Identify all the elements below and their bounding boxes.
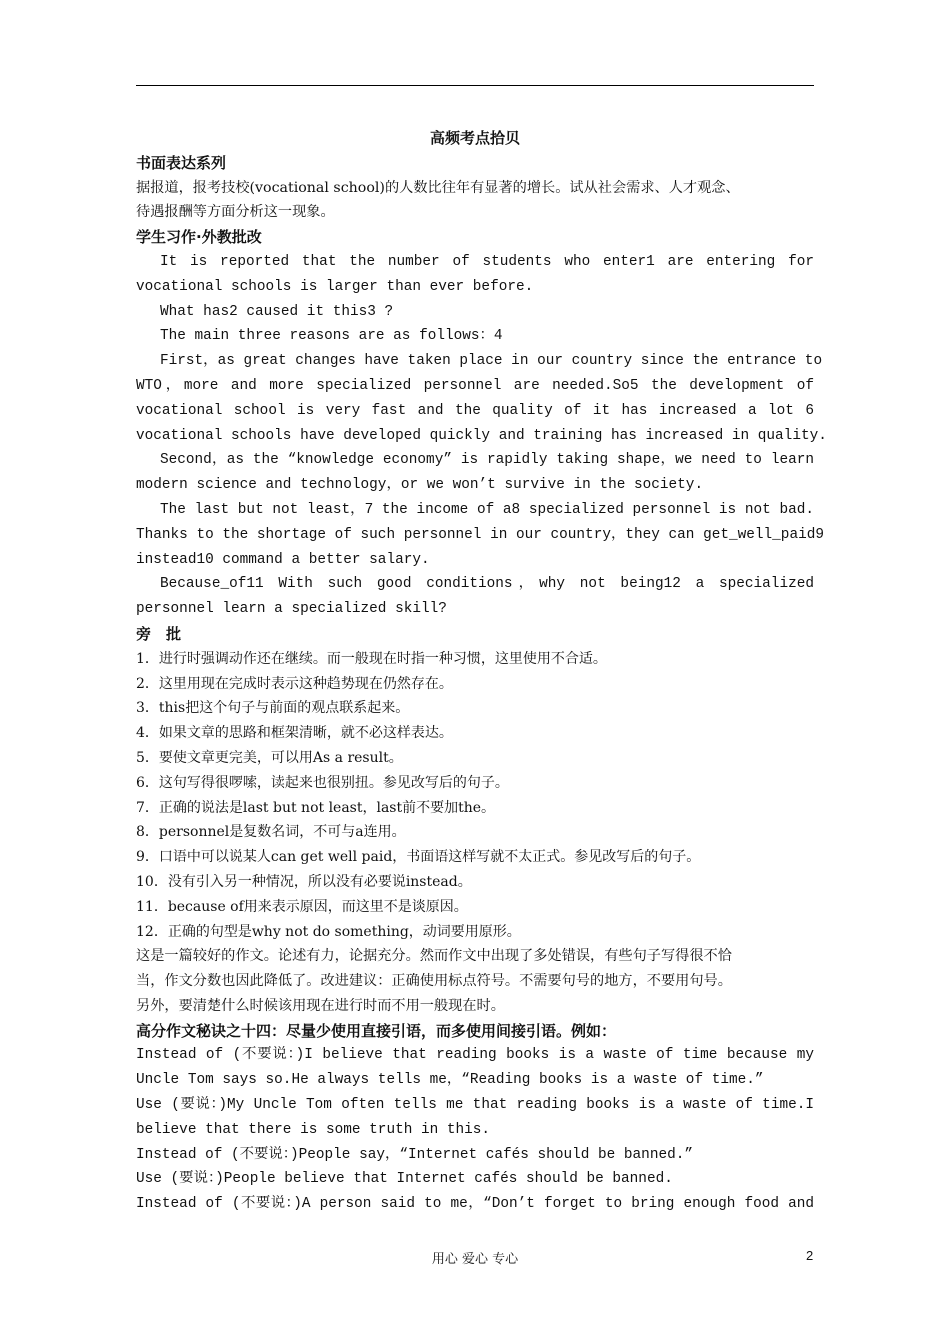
example-line: believe that there is some truth in this. [136, 1121, 491, 1138]
note-item: 1．进行时强调动作还在继续。而一般现在时指一种习惯，这里使用不合适。 [136, 650, 607, 667]
section-heading-tips: 高分作文秘诀之十四：尽量少使用直接引语，而多使用间接引语。例如： [136, 1021, 617, 1040]
page-number: 2 [806, 1248, 814, 1263]
note-item: 10．没有引入另一种情况，所以没有必要说instead。 [136, 873, 472, 890]
note-item: 4．如果文章的思路和框架清晰，就不必这样表达。 [136, 725, 453, 742]
note-item: 11．because of用来表示原因，而这里不是谈原因。 [136, 898, 468, 915]
prompt-line: 待遇报酬等方面分析这一现象。 [136, 204, 335, 221]
prompt-line: 据报道，报考技校(vocational school)的人数比往年有显著的增长。试从社会需求、人才观念、 [136, 179, 740, 196]
essay-line: The main three reasons are as follows：4 [160, 328, 503, 345]
document-body [136, 126, 826, 1217]
section-heading-student: 学生习作·外教批改 [136, 228, 262, 247]
essay-line: personnel learn a specialized skill? [136, 601, 447, 618]
note-item: 3．this把这个句子与前面的观点联系起来。 [136, 700, 410, 717]
essay-line: Thanks to the shortage of such personnel in our country，they can get_well_paid9 [136, 526, 824, 543]
essay-line: vocational schools have developed quickly and training has increased in quality. [136, 427, 827, 444]
essay-line: modern science and technology，or we won’t survive in the society. [136, 477, 704, 494]
example-line: Use (要说：)My Uncle Tom often tells me that reading books is a waste of time.I [136, 1097, 814, 1114]
note-item: 2．这里用现在完成时表示这种趋势现在仍然存在。 [136, 675, 453, 692]
essay-line: Because_of11 With such good conditions，why not being12 a specialized [160, 576, 814, 593]
section-heading-notes: 旁 批 [136, 624, 182, 643]
essay-line: WTO，more and more specialized personnel are needed.So5 the development of [136, 377, 814, 394]
essay-line: What has2 caused it this3 ? [160, 303, 394, 320]
summary-line: 这是一篇较好的作文。论述有力，论据充分。然而作文中出现了多处错误，有些句子写得很不恰 [136, 948, 732, 965]
note-item: 7．正确的说法是last but not least，last前不要加the。 [136, 799, 496, 816]
example-line: Instead of (不要说：)A person said to me，“Don’t forget to bring enough food and [136, 1196, 814, 1213]
essay-line: It is reported that the number of students who enter1 are entering for [160, 253, 814, 270]
example-line: Use (要说：)People believe that Internet cafés should be banned. [136, 1171, 673, 1188]
note-item: 6．这句写得很啰嗦，读起来也很别扭。参见改写后的句子。 [136, 774, 509, 791]
page-footer [0, 1248, 950, 1268]
example-line: Instead of (不要说：)People say，“Internet cafés should be banned.” [136, 1146, 693, 1163]
header-rule [136, 85, 814, 86]
page-title: 高频考点拾贝 [429, 129, 520, 147]
essay-line: First，as great changes have taken place in our country since the entrance to [160, 353, 823, 370]
example-line: Uncle Tom says so.He always tells me，“Reading books is a waste of time.” [136, 1072, 764, 1089]
note-item: 8．personnel是复数名词，不可与a连用。 [136, 824, 406, 841]
note-item: 12．正确的句型是why not do something，动词要用原形。 [136, 923, 521, 940]
note-item: 9．口语中可以说某人can get well paid，书面语这样写就不太正式。参见改写后的句子。 [136, 849, 701, 866]
essay-line: instead10 command a better salary. [136, 551, 430, 568]
summary-line: 当，作文分数也因此降低了。改进建议：正确使用标点符号。不需要句号的地方，不要用句号。 [136, 973, 732, 990]
note-item: 5．要使文章更完美，可以用As a result。 [136, 749, 403, 766]
section-heading-writing: 书面表达系列 [136, 153, 227, 172]
essay-line: vocational schools is larger than ever before. [136, 278, 534, 295]
essay-line: vocational school is very fast and the quality of it has increased a lot 6 [136, 402, 814, 419]
footer-slogan: 用心 爱心 专心 [431, 1252, 519, 1267]
essay-line: Second，as the “knowledge economy” is rapidly taking shape，we need to learn [160, 452, 814, 469]
essay-line: The last but not least，7 the income of a8 specialized personnel is not bad. [160, 501, 814, 518]
example-line: Instead of (不要说：)I believe that reading books is a waste of time because my [136, 1047, 814, 1064]
summary-line: 另外，要清楚什么时候该用现在进行时而不用一般现在时。 [136, 997, 505, 1014]
